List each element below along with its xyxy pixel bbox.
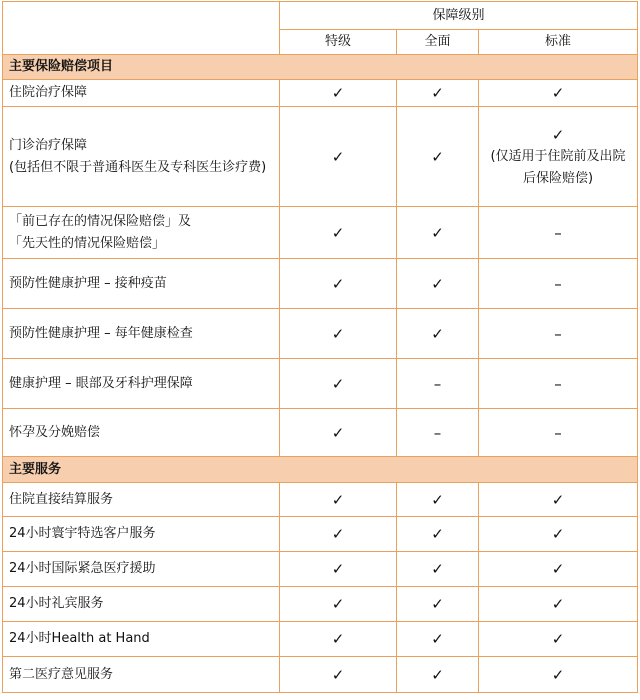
- premier-mark: ✓: [280, 259, 397, 309]
- comprehensive-mark: ✓: [397, 657, 479, 693]
- row-label: 24小时礼宾服务: [3, 587, 280, 622]
- premier-mark: ✓: [280, 587, 397, 622]
- section-header-insurance: [3, 55, 638, 80]
- table-row: [3, 409, 638, 457]
- table-row: [3, 359, 638, 409]
- comprehensive-mark: ✓: [397, 309, 479, 359]
- standard-mark: ✓: [479, 622, 638, 657]
- table-row: [3, 657, 638, 693]
- comprehensive-mark: –: [397, 359, 479, 409]
- comprehensive-mark: –: [397, 409, 479, 457]
- table-row: [3, 259, 638, 309]
- coverage-level-header: 保障级别: [280, 2, 638, 30]
- premier-mark: ✓: [280, 622, 397, 657]
- row-label: 住院治疗保障: [3, 80, 280, 107]
- header-row-group: [3, 2, 638, 30]
- table-row: [3, 80, 638, 107]
- table-row: [3, 207, 638, 259]
- table-row: [3, 309, 638, 359]
- table-row: [3, 483, 638, 517]
- section-title: 主要保险赔偿项目: [3, 55, 638, 80]
- standard-mark: ✓: [551, 125, 565, 144]
- table-row: [3, 587, 638, 622]
- table-row: [3, 517, 638, 552]
- row-label: 怀孕及分娩赔偿: [3, 409, 280, 457]
- standard-mark: ✓: [479, 657, 638, 693]
- comprehensive-mark: ✓: [397, 483, 479, 517]
- table-row: [3, 107, 638, 207]
- level-header-standard: 标准: [479, 30, 638, 55]
- row-label: 「前已存在的情况保险赔偿」及 「先天性的情况保险赔偿」: [3, 207, 280, 259]
- section-header-services: [3, 457, 638, 483]
- standard-mark: ✓: [479, 80, 638, 107]
- header-corner-cell: [3, 2, 280, 55]
- row-label: 预防性健康护理 – 每年健康检查: [3, 309, 280, 359]
- standard-mark: –: [479, 259, 638, 309]
- standard-mark-note: (仅适用于住院前及出院后保险赔偿): [490, 148, 626, 186]
- comprehensive-mark: ✓: [397, 107, 479, 207]
- standard-mark: –: [479, 409, 638, 457]
- row-label: 住院直接结算服务: [3, 483, 280, 517]
- premier-mark: ✓: [280, 552, 397, 587]
- comprehensive-mark: ✓: [397, 552, 479, 587]
- row-label: 24小时国际紧急医疗援助: [3, 552, 280, 587]
- comprehensive-mark: ✓: [397, 587, 479, 622]
- standard-mark: ✓: [479, 483, 638, 517]
- premier-mark: ✓: [280, 207, 397, 259]
- row-label: 门诊治疗保障 (包括但不限于普通科医生及专科医生诊疗费): [3, 107, 280, 207]
- premier-mark: ✓: [280, 359, 397, 409]
- comprehensive-mark: ✓: [397, 517, 479, 552]
- coverage-table: [2, 1, 638, 693]
- standard-mark: –: [479, 207, 638, 259]
- standard-mark: –: [479, 359, 638, 409]
- row-label: 24小时寰宇特选客户服务: [3, 517, 280, 552]
- comprehensive-mark: ✓: [397, 80, 479, 107]
- table-row: [3, 622, 638, 657]
- comprehensive-mark: ✓: [397, 207, 479, 259]
- level-header-premier: 特级: [280, 30, 397, 55]
- level-header-comprehensive: 全面: [397, 30, 479, 55]
- table-row: [3, 552, 638, 587]
- row-label: 健康护理 – 眼部及牙科护理保障: [3, 359, 280, 409]
- standard-mark: ✓: [479, 517, 638, 552]
- row-label: 预防性健康护理 – 接种疫苗: [3, 259, 280, 309]
- premier-mark: ✓: [280, 107, 397, 207]
- standard-mark-with-note: [479, 107, 638, 207]
- premier-mark: ✓: [280, 309, 397, 359]
- standard-mark: ✓: [479, 552, 638, 587]
- row-label: 24小时Health at Hand: [3, 622, 280, 657]
- standard-mark: –: [479, 309, 638, 359]
- premier-mark: ✓: [280, 483, 397, 517]
- premier-mark: ✓: [280, 657, 397, 693]
- comprehensive-mark: ✓: [397, 259, 479, 309]
- comprehensive-mark: ✓: [397, 622, 479, 657]
- premier-mark: ✓: [280, 80, 397, 107]
- premier-mark: ✓: [280, 517, 397, 552]
- standard-mark: ✓: [479, 587, 638, 622]
- section-title: 主要服务: [3, 457, 638, 483]
- row-label: 第二医疗意见服务: [3, 657, 280, 693]
- premier-mark: ✓: [280, 409, 397, 457]
